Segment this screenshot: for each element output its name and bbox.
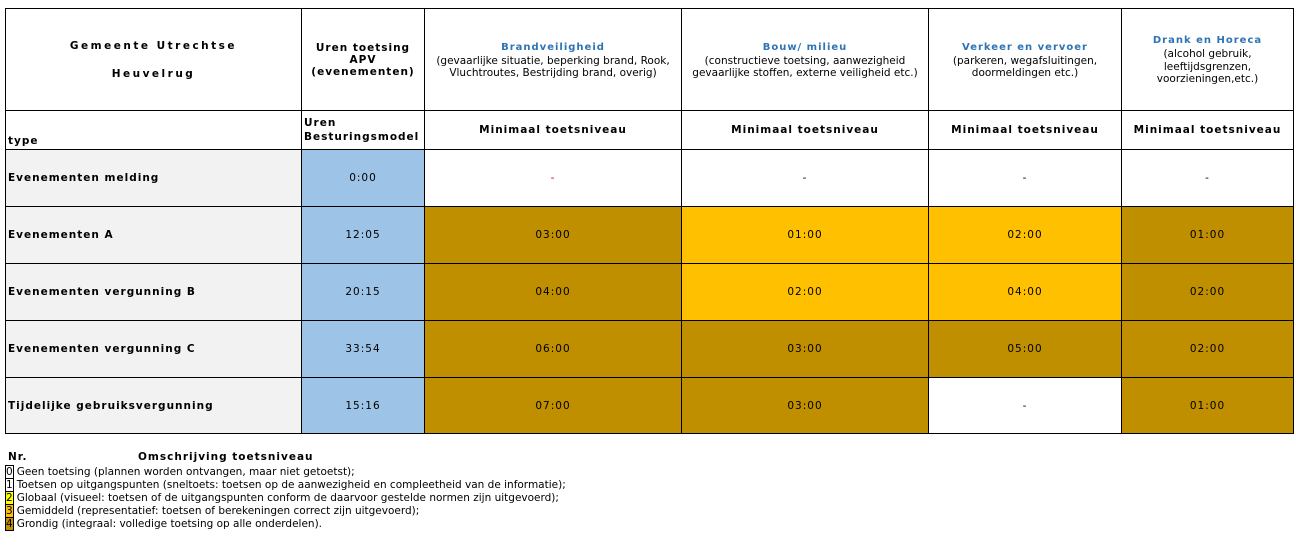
level-cell: 03:00 [682,321,929,378]
level-cell: 01:00 [1122,207,1294,264]
legend-level-desc: Gemiddeld (representatief: toetsen of berekeningen correct zijn uitgevoerd); [16,505,420,517]
level-cell: 03:00 [682,378,929,434]
min-toetsniveau-header: Minimaal toetsniveau [929,111,1122,150]
legend-row [6,492,567,505]
legend-level-desc: Geen toetsing (plannen worden ontvangen, maar niet getoetst); [16,466,355,478]
header-row [6,9,1294,111]
legend-level-swatch: 0 [6,466,13,478]
category-header-bouw-milieu: Bouw/ milieu (constructieve toetsing, aanwezigheid gevaarlijke stoffen, externe veiligheid etc.) [682,9,929,111]
legend-desc-header: Omschrijving toetsniveau [138,451,314,463]
category-header-brandveiligheid: Brandveiligheid (gevaarlijke situatie, beperking brand, Rook, Vluchtroutes, Bestrijding brand, overig) [425,9,682,111]
level-cell: 04:00 [929,264,1122,321]
uren-cell: 12:05 [302,207,425,264]
min-toetsniveau-header: Minimaal toetsniveau [1122,111,1294,150]
level-cell: 03:00 [425,207,682,264]
legend-level-swatch: 2 [6,492,13,504]
level-cell: 05:00 [929,321,1122,378]
row-type-label: Evenementen vergunning B [6,264,302,321]
row-type-label: Evenementen A [6,207,302,264]
legend-level-desc: Grondig (integraal: volledige toetsing op alle onderdelen). [16,518,323,530]
level-cell: 02:00 [1122,264,1294,321]
level-cell: - [929,150,1122,207]
level-cell: 02:00 [929,207,1122,264]
level-cell: - [929,378,1122,434]
level-cell: - [1122,150,1294,207]
uren-apv-header: Uren toetsing APV (evenementen) [302,9,425,111]
legend-level-swatch: 3 [6,505,13,517]
row-type-label: Tijdelijke gebruiksvergunning [6,378,302,434]
legend-table [5,465,567,531]
table-row [6,264,1294,321]
legend-row [6,479,567,492]
toetsing-table [5,8,1294,434]
uren-besturingsmodel-header: Uren Besturingsmodel [302,111,425,150]
row-type-label: Evenementen vergunning C [6,321,302,378]
min-toetsniveau-header: Minimaal toetsniveau [425,111,682,150]
legend-level-swatch: 1 [6,479,13,491]
level-cell: 01:00 [682,207,929,264]
level-cell: 06:00 [425,321,682,378]
level-cell: - [682,150,929,207]
legend-level-swatch: 4 [6,518,13,530]
type-column-header: type [6,111,302,150]
category-header-verkeer-vervoer: Verkeer en vervoer (parkeren, wegafsluitingen, doormeldingen etc.) [929,9,1122,111]
table-row [6,150,1294,207]
subheader-row [6,111,1294,150]
row-type-label: Evenementen melding [6,150,302,207]
table-row [6,207,1294,264]
uren-cell: 15:16 [302,378,425,434]
table-row [6,321,1294,378]
level-cell: 01:00 [1122,378,1294,434]
uren-cell: 33:54 [302,321,425,378]
legend-level-desc: Globaal (visueel: toetsen of de uitgangspunten conform de daarvoor gestelde normen zijn uitgevoerd); [16,492,559,504]
legend-row [6,466,567,479]
table-row [6,378,1294,434]
legend-level-desc: Toetsen op uitgangspunten (sneltoets: toetsen op de aanwezigheid en compleetheid van de informatie); [16,479,566,491]
legend-nr-header: Nr. [8,451,28,463]
uren-cell: 0:00 [302,150,425,207]
municipality-title: Gemeente Utrechtse Heuvelrug [6,9,302,111]
level-cell: 04:00 [425,264,682,321]
category-header-drank-horeca: Drank en Horeca (alcohol gebruik, leeftijdsgrenzen, voorzieningen,etc.) [1122,9,1294,111]
level-cell: - [425,150,682,207]
legend-row [6,518,567,531]
level-cell: 07:00 [425,378,682,434]
uren-cell: 20:15 [302,264,425,321]
min-toetsniveau-header: Minimaal toetsniveau [682,111,929,150]
legend-row [6,505,567,518]
level-cell: 02:00 [1122,321,1294,378]
level-cell: 02:00 [682,264,929,321]
